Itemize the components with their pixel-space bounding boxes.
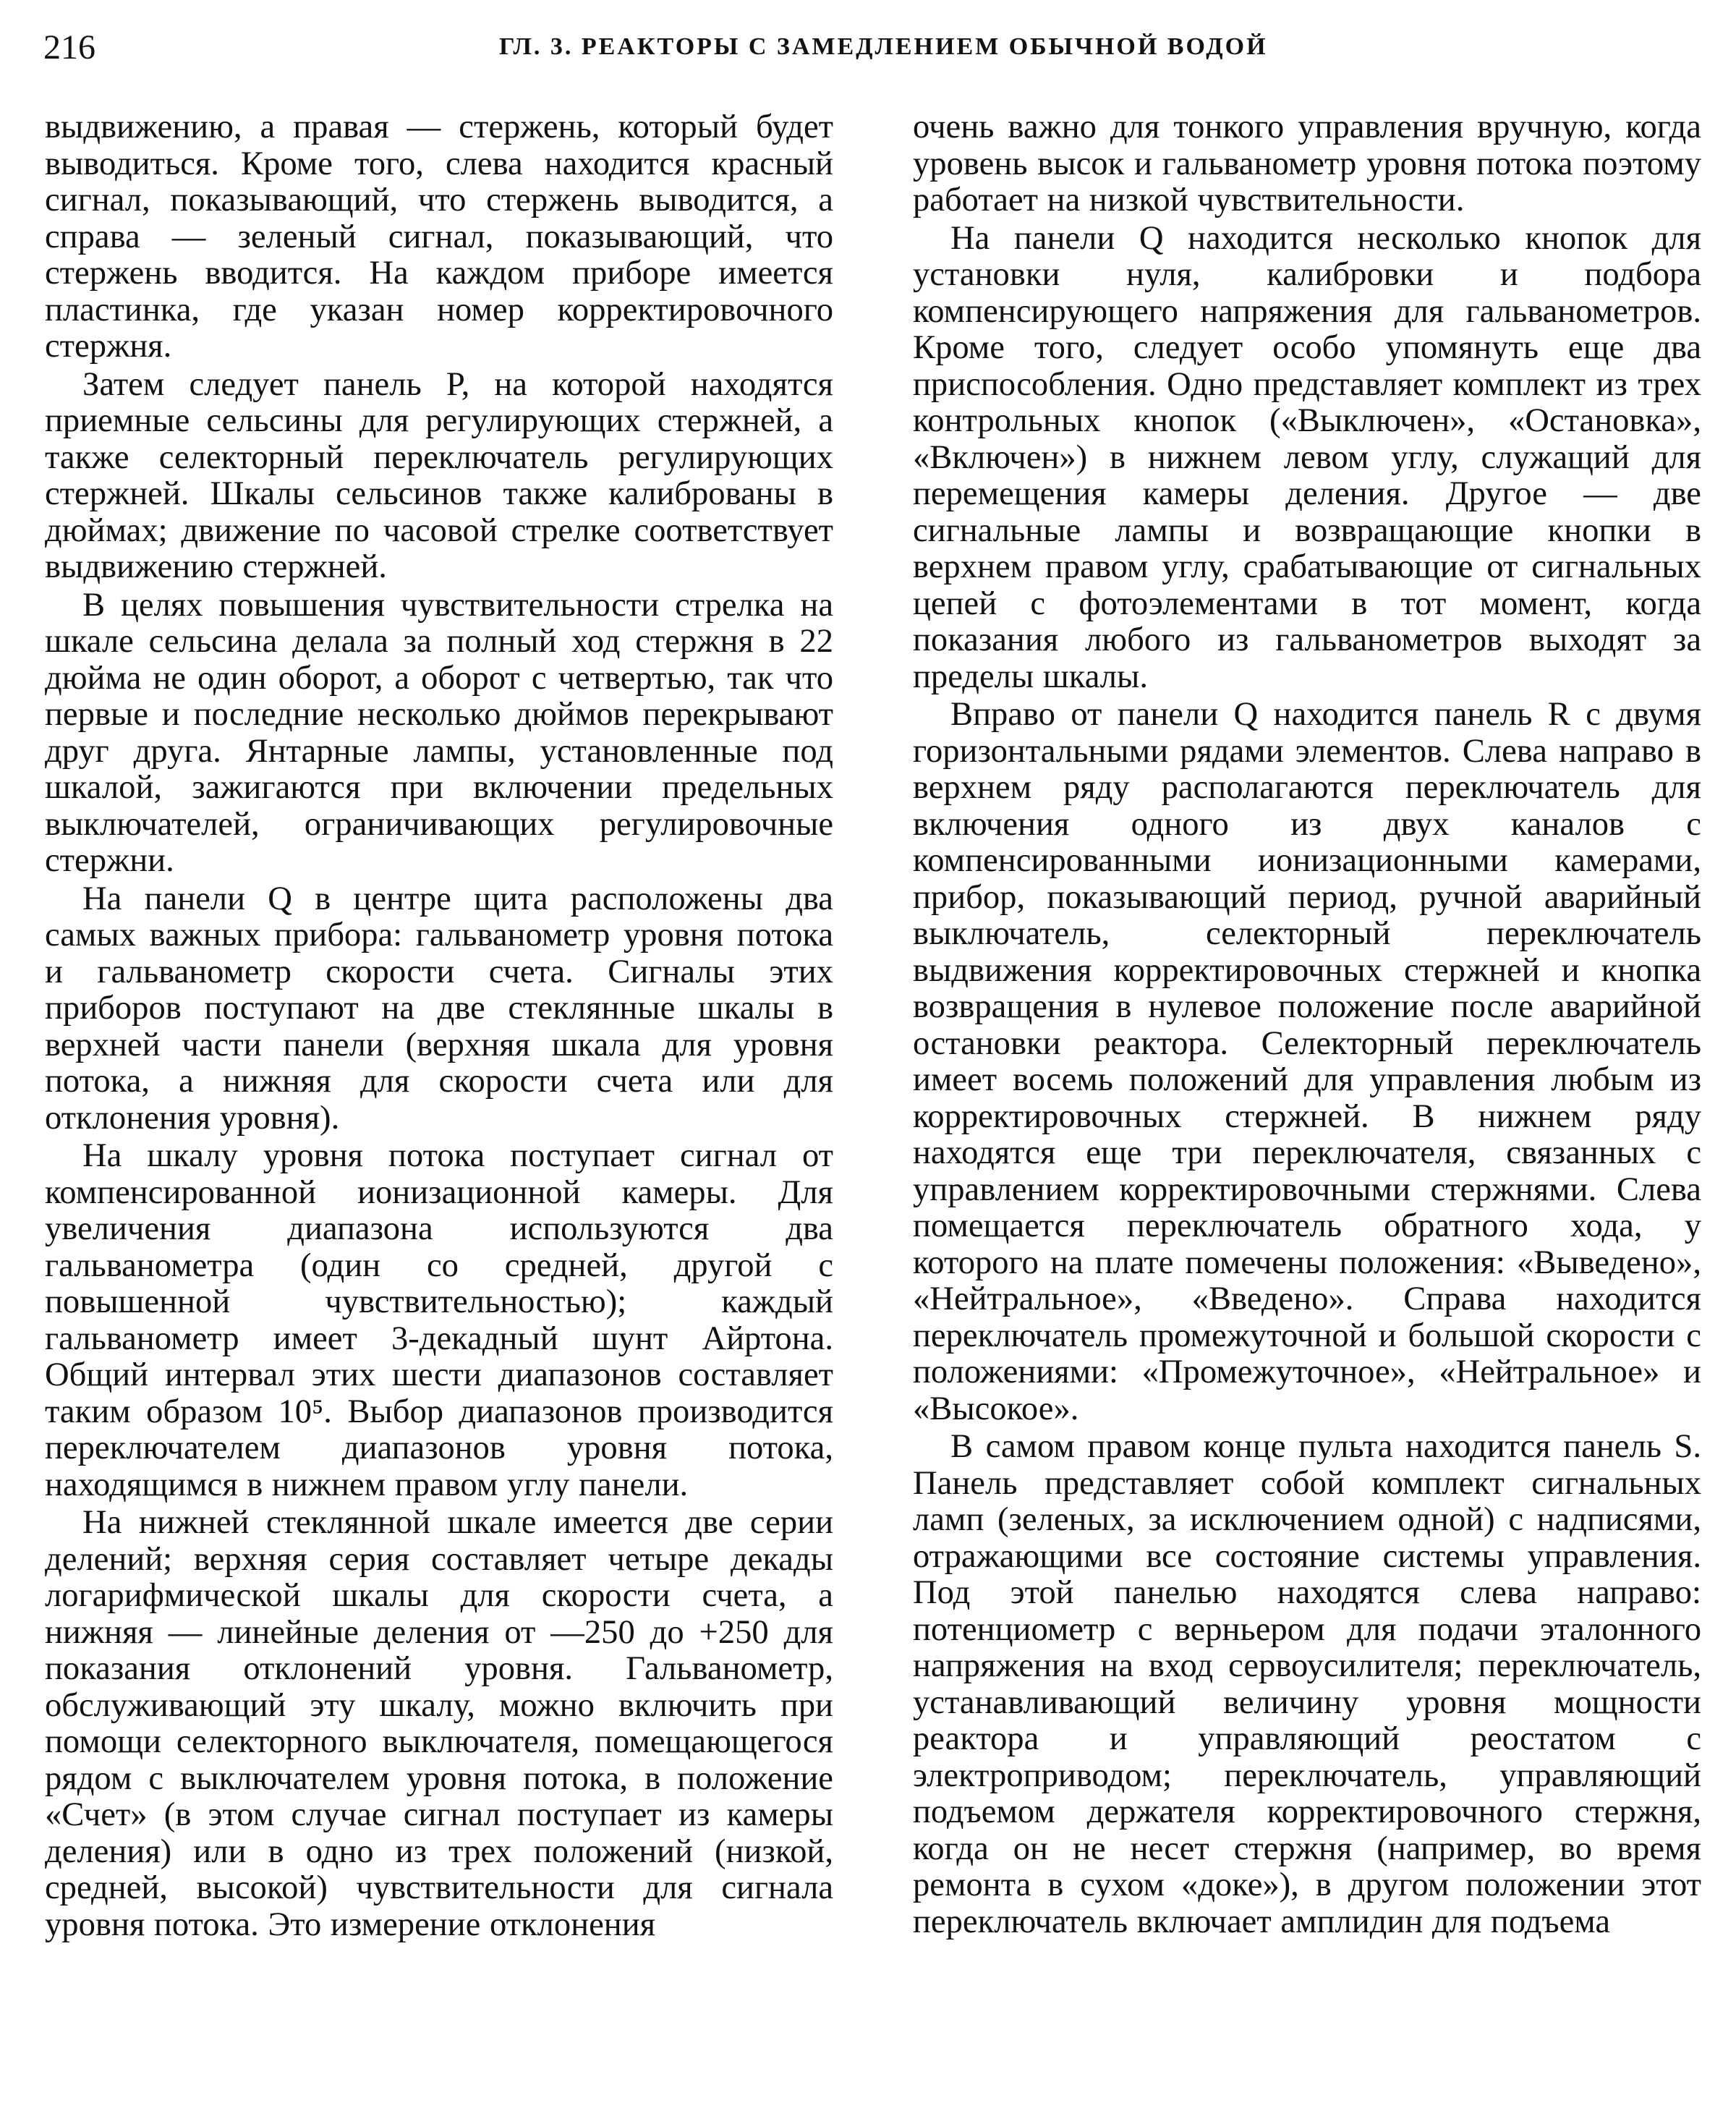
paragraph: На панели Q в центре щита расположены два самых важных прибора: гальванометр уровня потока и гальванометр скорости счета. Сигналы этих приборов поступают на две стеклянные шкалы в верхней части панели (верхняя шкала для уровня потока, а нижняя для скорости счета или для отклонения уровня). (45, 879, 833, 1137)
paragraph: На нижней стеклянной шкале имеется две серии делений; верхняя серия составляет четыре декады логарифмической шкалы для скорости счета, а нижняя — линейные деления от —250 до +250 для показания отклонений уровня. Гальванометр, обслуживающий эту шкалу, можно включить при помощи селекторного выключателя, помещающегося рядом с выключателем уровня потока, в положение «Счет» (в этом случае сигнал поступает из камеры деления) или в одно из трех положений (низкой, средней, высокой) чувствительности для сигнала уровня потока. Это измерение отклонения (45, 1503, 833, 1943)
right-column (913, 109, 1701, 1940)
paragraph: выдвижению, а правая — стержень, который будет выводиться. Кроме того, слева находится красный сигнал, показывающий, что стержень выводится, а справа — зеленый сигнал, показывающий, что стержень вводится. На каждом приборе имеется пластинка, где указан номер корректировочного стержня. (45, 108, 833, 365)
left-column (45, 109, 833, 1942)
paragraph: Вправо от панели Q находится панель R с двумя горизонтальными рядами элементов. Слева направо в верхнем ряду располагаются переключатель для включения одного из двух каналов с компенсированными ионизационными камерами, прибор, показывающий период, ручной аварийный выключатель, селекторный переключатель выдвижения корректировочных стержней и кнопка возвращения в нулевое положение после аварийной остановки реактора. Селекторный переключатель имеет восемь положений для управления любым из корректировочных стержней. В нижнем ряду находятся еще три переключателя, связанных с управлением корректировочными стержнями. Слева помещается переключатель обратного хода, у которого на плате помечены положения: «Выведено», «Нейтральное», «Введено». Справа находится переключатель промежуточной и большой скорости с положениями: «Промежуточное», «Нейтральное» и «Высокое». (913, 695, 1701, 1427)
paragraph: В самом правом конце пульта находится панель S. Панель представляет собой комплект сигнальных ламп (зеленых, за исключением одной) с надписями, отражающими все состояние системы управления. Под этой панелью находятся слева направо: потенциометр с верньером для подачи эталонного напряжения на вход сервоусилителя; переключатель, устанавливающий величину уровня мощности реактора и управляющий реостатом с электроприводом; переключатель, управляющий подъемом держателя корректировочного стержня, когда он не несет стержня (например, во время ремонта в сухом «доке»), в другом положении этот переключатель включает амплидин для подъема (913, 1427, 1701, 1940)
paragraph: очень важно для тонкого управления вручную, когда уровень высок и гальванометр уровня потока поэтому работает на низкой чувствительности. (913, 108, 1701, 218)
paragraph: Затем следует панель P, на которой находятся приемные сельсины для регулирующих стержней, а также селекторный переключатель регулирующих стержней. Шкалы сельсинов также калиброваны в дюймах; движение по часовой стрелке соответствует выдвижению стержней. (45, 365, 833, 585)
paragraph: В целях повышения чувствительности стрелка на шкале сельсина делала за полный ход стержня в 22 дюйма не один оборот, а оборот с четвертью, так что первые и последние несколько дюймов перекрывают друг друга. Янтарные лампы, установленные под шкалой, зажигаются при включении предельных выключателей, ограничивающих регулировочные стержни. (45, 585, 833, 879)
page-number: 216 (43, 28, 95, 67)
page-header (43, 20, 1693, 85)
paragraph: На шкалу уровня потока поступает сигнал от компенсированной ионизационной камеры. Для увеличения диапазона используются два гальванометра (один со средней, другой с повышенной чувствительностью); каждый гальванометр имеет 3-декадный шунт Айртона. Общий интервал этих шести диапазонов составляет таким образом 10⁵. Выбор диапазонов производится переключателем диапазонов уровня потока, находящимся в нижнем правом углу панели. (45, 1137, 833, 1503)
running-head: ГЛ. 3. РЕАКТОРЫ С ЗАМЕДЛЕНИЕМ ОБЫЧНОЙ ВОДОЙ (499, 33, 1268, 60)
paragraph: На панели Q находится несколько кнопок для установки нуля, калибровки и подбора компенсирующего напряжения для гальванометров. Кроме того, следует особо упомянуть еще два приспособления. Одно представляет комплект из трех контрольных кнопок («Выключен», «Остановка», «Включен») в нижнем левом углу, служащий для перемещения камеры деления. Другое — две сигнальные лампы и возвращающие кнопки в верхнем правом углу, срабатывающие от сигнальных цепей с фотоэлементами в тот момент, когда показания любого из гальванометров выходят за пределы шкалы. (913, 218, 1701, 695)
